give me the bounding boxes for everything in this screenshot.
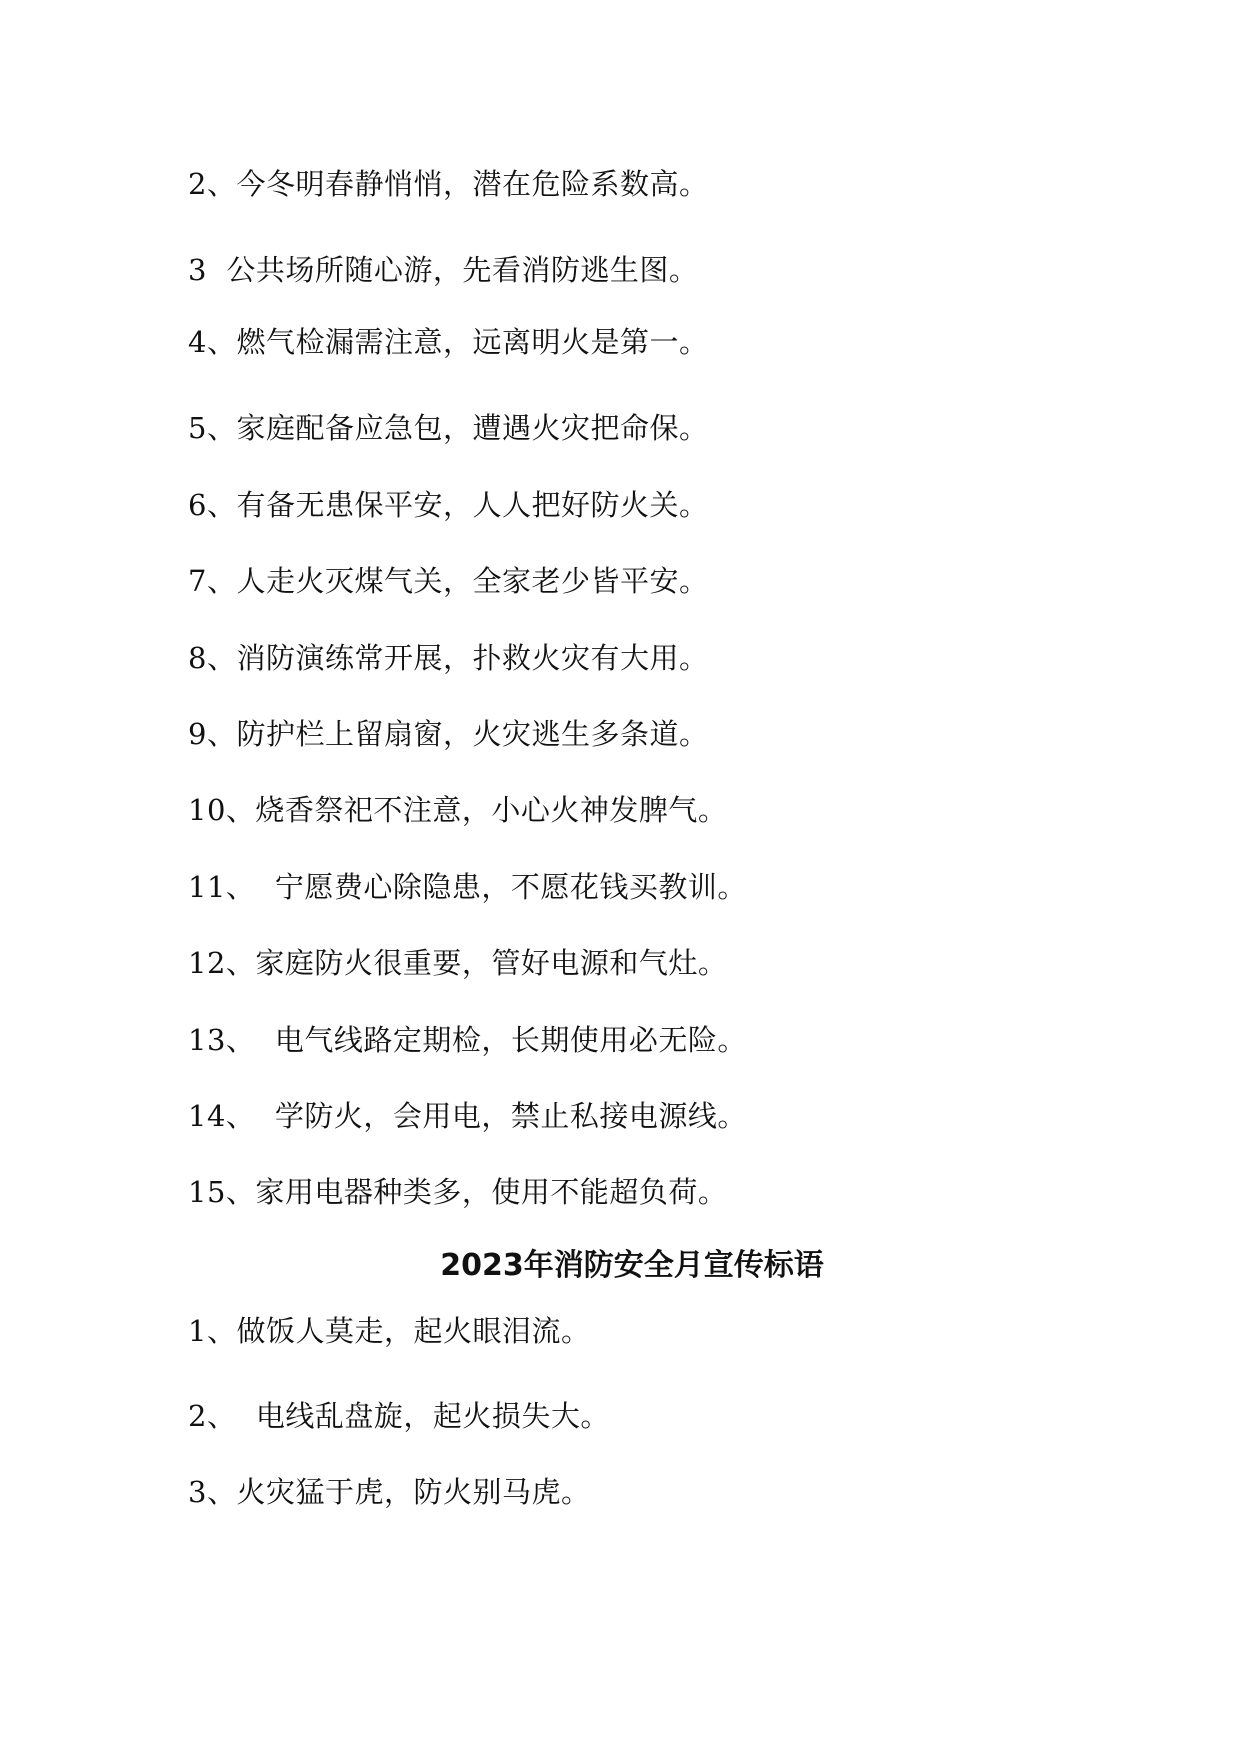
slogan-line: 8、消防演练常开展，扑救火灾有大用。: [188, 641, 709, 675]
slogan-line: 7、人走火灭煤气关，全家老少皆平安。: [188, 564, 709, 598]
section-title: [0, 1246, 1240, 1286]
slogan-line: 2、今冬明春静悄悄，潜在危险系数高。: [188, 167, 709, 201]
section-title-text: 2023年消防安全月宣传标语: [440, 1248, 824, 1283]
slogan-line: 1、做饭人莫走，起火眼泪流。: [188, 1314, 591, 1348]
slogan-line: 6、有备无患保平安，人人把好防火关。: [188, 488, 709, 522]
slogan-line: 15、家用电器种类多，使用不能超负荷。: [188, 1175, 728, 1209]
slogan-line: 11、 宁愿费心除隐患，不愿花钱买教训。: [188, 870, 747, 904]
slogan-line: 3、火灾猛于虎，防火别马虎。: [188, 1475, 591, 1509]
slogan-line: 3 公共场所随心游，先看消防逃生图。: [188, 253, 699, 287]
slogan-line: 2、 电线乱盘旋，起火损失大。: [188, 1399, 610, 1433]
slogan-line: 12、家庭防火很重要，管好电源和气灶。: [188, 946, 728, 980]
slogan-line: 14、 学防火，会用电，禁止私接电源线。: [188, 1099, 747, 1133]
slogan-line: 9、防护栏上留扇窗，火灾逃生多条道。: [188, 717, 709, 751]
slogan-line: 13、 电气线路定期检，长期使用必无险。: [188, 1023, 747, 1057]
slogan-line: 4、燃气检漏需注意，远离明火是第一。: [188, 325, 709, 359]
slogan-line: 5、家庭配备应急包，遭遇火灾把命保。: [188, 411, 709, 445]
slogan-line: 10、烧香祭祀不注意，小心火神发脾气。: [188, 793, 728, 827]
